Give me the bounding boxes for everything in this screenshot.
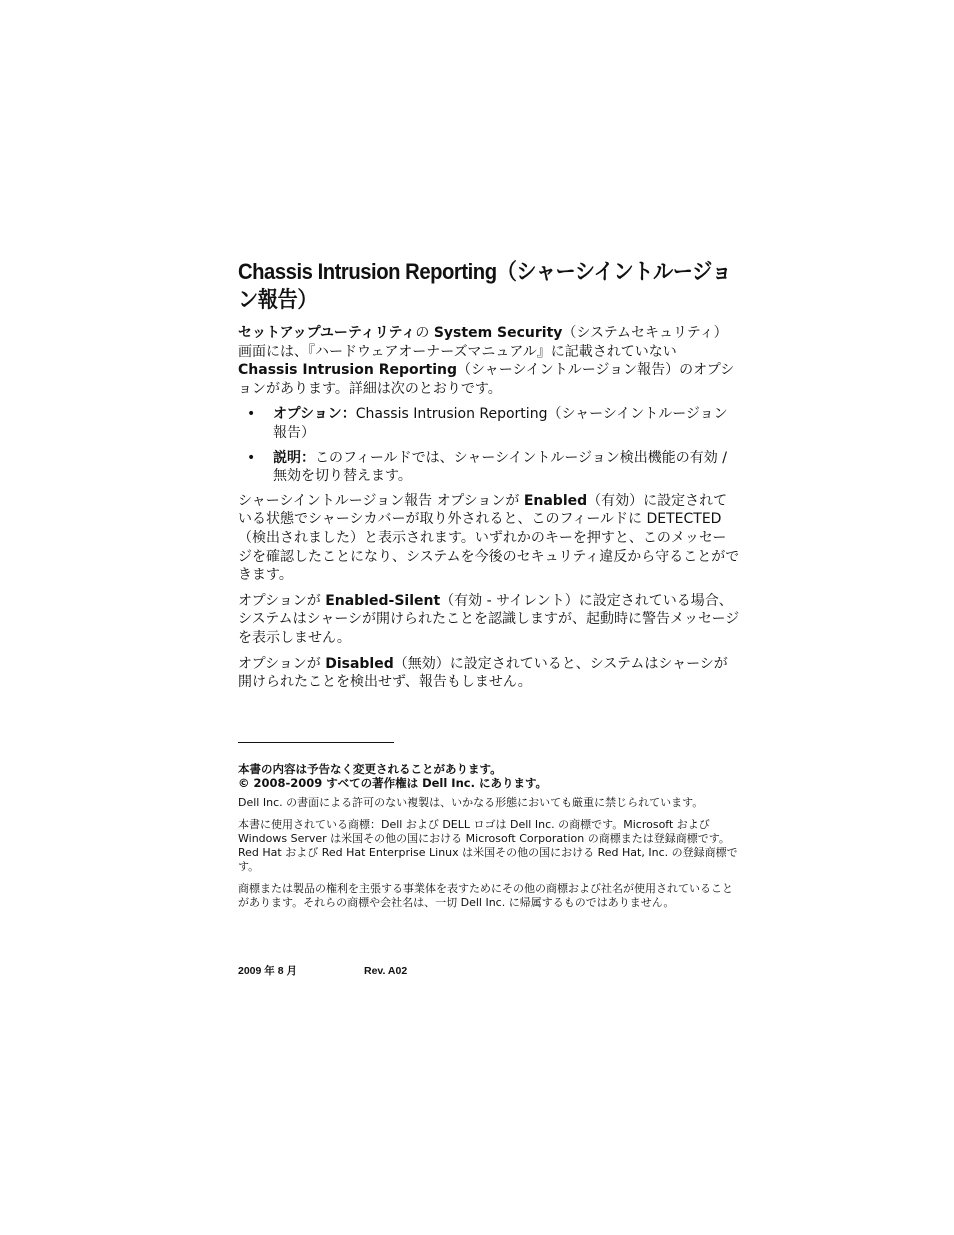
list-item-description (238, 449, 740, 486)
list-item-option (238, 405, 740, 442)
change-notice-line: 本書の内容は予告なく変更されることがあります。 (238, 762, 502, 776)
silent-text-2: （有効 - サイレント）に設定されている場合、システムはシャーシが開けられたことを認識しますが、起動時に警告メッセージを表示しません。 (238, 592, 740, 646)
disabled-text-1: オプションが (238, 655, 326, 672)
enabled-paragraph (238, 492, 740, 585)
disabled-text-2: （無効）に設定されていると、システムはシャーシが開けられたことを検出せず、報告もしません。 (238, 655, 728, 691)
change-notice (238, 762, 740, 790)
intro-setup-utility: セットアップユーティリティ (238, 325, 416, 341)
intro-text-3: （シャーシイントルージョン報告）のオプションがあります。詳細は次のとおりです。 (238, 362, 735, 397)
option-list (238, 405, 740, 485)
publication-date: 2009 年 8 月 (238, 965, 297, 977)
option-text: Chassis Intrusion Reporting（シャーシイントルージョン報告） (273, 406, 728, 441)
intro-paragraph (238, 324, 740, 398)
revision-number: Rev. A02 (364, 965, 408, 977)
bullet-icon: • (247, 406, 256, 423)
copyright-line: © 2008-2009 すべての著作権は Dell Inc. にあります。 (238, 776, 548, 790)
trademark-notice: 本書に使用されている商標：Dell および DELL ロゴは Dell Inc. の商標です。Microsoft および Windows Server は米国その他の国における Microsoft Corporation の商標または登録商標です。Red Hat および Red Hat Enterprise Linux は米国その他の国における Red Hat, Inc. の登録商標です。 (238, 818, 738, 873)
legal-notice (238, 762, 740, 918)
main-content (238, 258, 740, 699)
disabled-paragraph (238, 655, 740, 692)
option-label: オプション： (273, 406, 356, 423)
intro-text-2: （システムセキュリティ）画面には、『ハードウェアオーナーズマニュアル』に記載されていない (238, 325, 728, 360)
other-marks-notice: 商標または製品の権利を主張する事業体を表すためにその他の商標および社名が使用されていることがあります。それらの商標や会社名は、一切 Dell Inc. に帰属するものではありません。 (238, 882, 733, 909)
enabled-text-2: （有効）に設定されている状態でシャーシカバーが取り外されると、このフィールドに DETECTED（検出されました）と表示されます。いずれかのキーを押すと、このメッセージを確認したことになり、システムを今後のセキュリティ違反から守ることができます。 (238, 492, 740, 584)
reproduction-notice: Dell Inc. の書面による許可のない複製は、いかなる形態においても厳重に禁じられています。 (238, 796, 704, 809)
enabled-text-1: シャーシイントルージョン報告 オプションが (238, 492, 524, 509)
disabled-keyword: Disabled (325, 655, 394, 672)
description-label: 説明： (273, 449, 315, 466)
intro-system-security: System Security (433, 325, 563, 341)
footnote-divider (238, 742, 394, 743)
page-title: Chassis Intrusion Reporting（シャーシイントルージョン報告） (238, 259, 732, 312)
intro-text-1: の (415, 325, 434, 341)
enabled-silent-paragraph (238, 592, 740, 648)
bullet-icon: • (247, 449, 256, 466)
silent-text-1: オプションが (238, 592, 326, 609)
enabled-keyword: Enabled (523, 492, 588, 509)
intro-chassis-intrusion: Chassis Intrusion Reporting (238, 362, 457, 379)
description-text: このフィールドでは、シャーシイントルージョン検出機能の有効 / 無効を切り替えます。 (273, 449, 727, 485)
silent-keyword: Enabled-Silent (325, 592, 441, 609)
